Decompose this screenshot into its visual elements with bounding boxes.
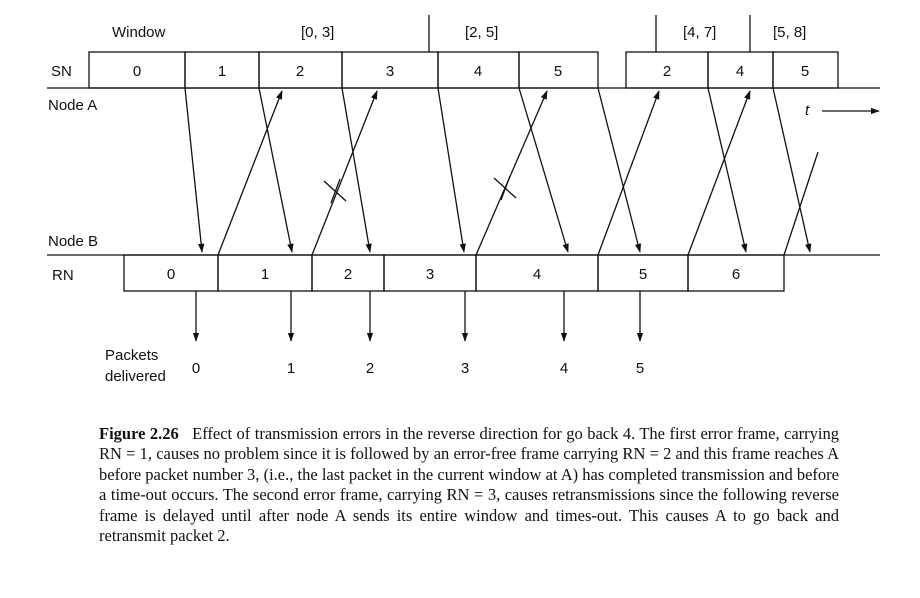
rn-value: 0 [166,266,176,283]
forward-frame-arrow [438,88,464,252]
rn-frames [124,255,784,291]
forward-frame-arrow [598,88,640,252]
node-b-label: Node B [48,233,99,250]
forward-frame-arrow [519,88,568,252]
rn-label: RN [52,267,74,284]
delivered-packet: 3 [460,360,470,377]
rn-value: 5 [638,266,648,283]
sn-value: 1 [217,63,227,80]
packets-delivered-label: delivered [105,368,166,385]
window-range: [0, 3] [301,24,335,41]
rn-value: 3 [425,266,435,283]
sn-value: 0 [132,63,142,80]
error-mark-icon [324,179,346,203]
reverse-frame-arrow [312,91,377,255]
sn-value: 5 [553,63,563,80]
packets-delivered-label: Packets [105,347,159,364]
sn-label: SN [51,63,72,80]
sn-value: 4 [473,63,483,80]
caption-text: Effect of transmission errors in the reverse direction for go back 4. The first error frame, carrying RN = 1, causes no problem since it is followed by an error-free frame carrying RN = 2 and this frame reaches A before packet number 3, (i.e., the last packet in the current window at A) has completed transmission and before a time-out occurs. The second error frame, carrying RN = 3, causes retransmissions since the following reverse frame is delayed until after node A sends its entire window and times-out. This causes A to go back and retransmit packet 2. [99,424,839,546]
delivered-packet: 4 [559,360,569,377]
sn-value: 2 [295,63,305,80]
reverse-frame-arrow [476,91,547,255]
forward-frames [185,88,810,252]
figure-caption [99,424,839,546]
delivered-packet: 0 [191,360,201,377]
rn-value: 6 [731,266,741,283]
sn-frames [89,52,838,88]
sn-value: 5 [800,63,810,80]
window-range: [2, 5] [465,24,499,41]
window-label: Window [112,24,166,41]
delivery-arrows [196,291,640,341]
delivered-packet: 1 [286,360,296,377]
rn-value: 1 [260,266,270,283]
forward-frame-arrow [708,88,746,252]
reverse-frame-arrow [598,91,659,255]
rn-value: 2 [343,266,353,283]
sn-value: 2 [662,63,672,80]
sn-value: 4 [735,63,745,80]
forward-frame-arrow [185,88,202,252]
forward-frame-arrow [259,88,292,252]
error-mark-icon [494,176,516,200]
time-label: t [805,102,810,119]
figure-number: Figure 2.26 [99,424,179,443]
window-range: [4, 7] [683,24,717,41]
reverse-frame-arrow [218,91,282,255]
delivered-packet: 5 [635,360,645,377]
window-range: [5, 8] [773,24,807,41]
sn-value: 3 [385,63,395,80]
delivered-packet: 2 [365,360,375,377]
reverse-frame-partial [784,152,818,255]
rn-value: 4 [532,266,542,283]
node-a-label: Node A [48,97,98,114]
